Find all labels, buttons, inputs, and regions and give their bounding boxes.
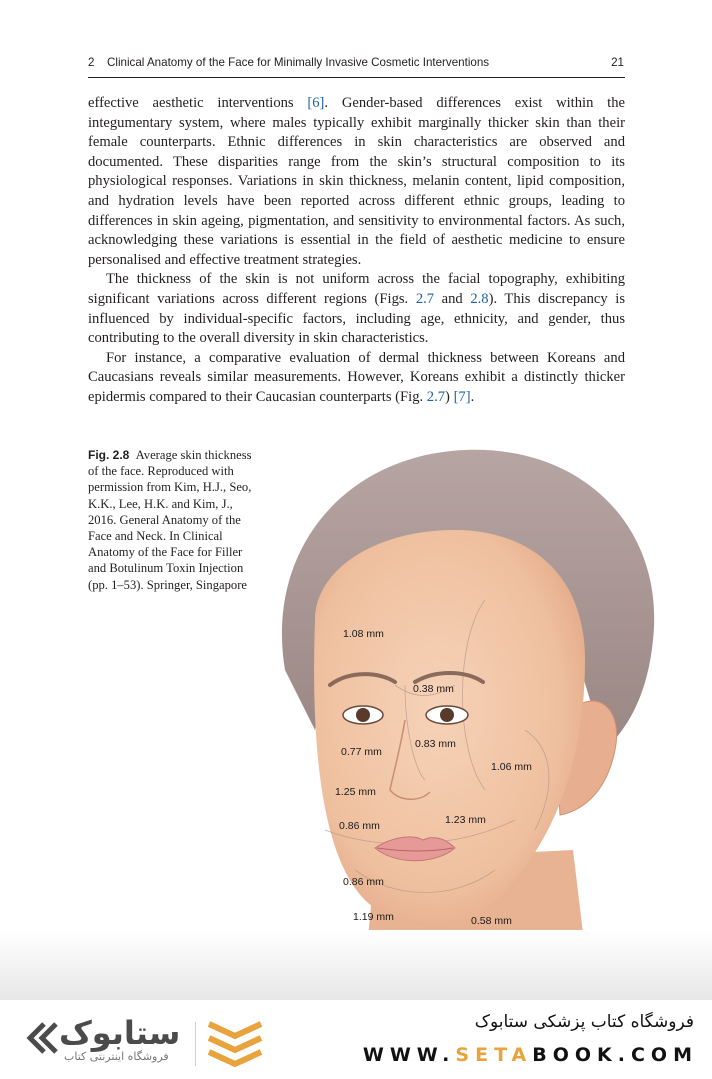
label-jaw: 0.58 mm xyxy=(471,915,512,927)
chapter-title: Clinical Anatomy of the Face for Minimally Invasive Cosmetic Interventions xyxy=(107,56,490,69)
label-chin: 1.19 mm xyxy=(353,911,394,923)
chevron-logo-icon xyxy=(24,1020,64,1060)
text-run: For instance, a comparative evaluation of dermal thickness between Koreans and Caucasians reveals similar measurements. However, Koreans exhibit a distinctly thicker epidermis compared to their Caucasian counterparts (Fig. xyxy=(88,349,625,405)
label-upper-eyelid: 0.38 mm xyxy=(413,683,454,695)
page-fade xyxy=(0,930,712,1002)
text-run: . xyxy=(470,388,475,405)
text-run: and xyxy=(434,290,471,307)
caption-text: Average skin thickness of the face. Reproduced with permission from Kim, H.J., Seo, K.K., Lee, H.K. and Kim, J., 2016. General Anatomy of the Face and Neck. In Clinical Anatomy of the Face for Filler and Botulinum Toxin Injection (pp. 1–53). Springer, Singapore xyxy=(88,448,252,592)
store-logo[interactable] xyxy=(24,1014,184,1072)
label-temple: 1.06 mm xyxy=(491,761,532,773)
url-suffix: BOOK.COM xyxy=(532,1044,698,1066)
text-run: effective aesthetic interventions xyxy=(88,95,308,111)
paragraph-1 xyxy=(88,94,625,270)
left-iris xyxy=(356,708,370,722)
citation-link[interactable]: [6] xyxy=(307,95,325,111)
url-prefix: WWW. xyxy=(362,1044,456,1066)
label-nasal-tip: 1.25 mm xyxy=(335,786,376,798)
figure-link[interactable]: 2.7 xyxy=(426,388,446,405)
paragraph-3 xyxy=(88,349,625,408)
figure-caption xyxy=(88,447,258,593)
logo-subtitle: فروشگاه اینترنتی کتاب xyxy=(64,1050,169,1063)
citation-link[interactable]: [7] xyxy=(453,388,471,405)
page-number: 21 xyxy=(611,56,624,69)
store-url[interactable] xyxy=(363,1044,698,1066)
face-illustration xyxy=(255,430,675,950)
text-run: . Gender-based differences exist within the integumentary system, where males typically exhibit marginally thicker skin than their female counterparts. Ethnic differences in skin characteristics are observed and documented. These disparities range from the skin’s structural composition to its physiological responses. Variations in skin thickness, melanin content, lipid composition, and hydration levels have been reported across different ethnic groups, leading to differences in skin ageing, pigmentation, and sensitivity to environmental factors. As such, acknowledging these variations is essential in the field of aesthetic medicine to ensure personalised and effective treatment strategies. xyxy=(88,95,625,268)
figure-link[interactable]: 2.7 xyxy=(415,290,435,307)
figure-label: Fig. 2.8 xyxy=(88,448,130,462)
logo-text: ستابوک xyxy=(59,1014,181,1052)
text-run: The thickness of the skin is not uniform across the facial topography, exhibiting significant variations across different regions (Figs. xyxy=(88,271,625,307)
label-lower-lip: 0.86 mm xyxy=(343,876,384,888)
text-run: ) xyxy=(445,388,454,405)
body-text xyxy=(88,94,625,408)
store-banner xyxy=(0,1000,712,1079)
store-title: فروشگاه کتاب پزشکی ستابوک xyxy=(474,1012,694,1032)
label-nasal-bridge: 0.77 mm xyxy=(341,746,382,758)
text-run: ). This discrepancy is influenced by individual-specific factors, including age, ethnicity, and gender, thus contributing to the overall diversity in skin characteristics. xyxy=(88,290,626,347)
figure-link[interactable]: 2.8 xyxy=(470,290,489,307)
label-forehead: 1.08 mm xyxy=(343,628,384,640)
running-header xyxy=(88,56,624,78)
right-iris xyxy=(440,708,454,722)
label-lower-eyelid: 0.83 mm xyxy=(415,738,456,750)
logo-divider xyxy=(195,1022,196,1066)
face-drawing xyxy=(255,430,675,950)
label-upper-lip: 0.86 mm xyxy=(339,820,380,832)
chapter-number: 2 xyxy=(88,56,95,69)
url-highlight: SETA xyxy=(455,1044,533,1066)
book-stack-icon xyxy=(205,1018,265,1070)
paragraph-2 xyxy=(88,270,625,348)
header-rule xyxy=(88,77,625,78)
label-cheek: 1.23 mm xyxy=(445,814,486,826)
